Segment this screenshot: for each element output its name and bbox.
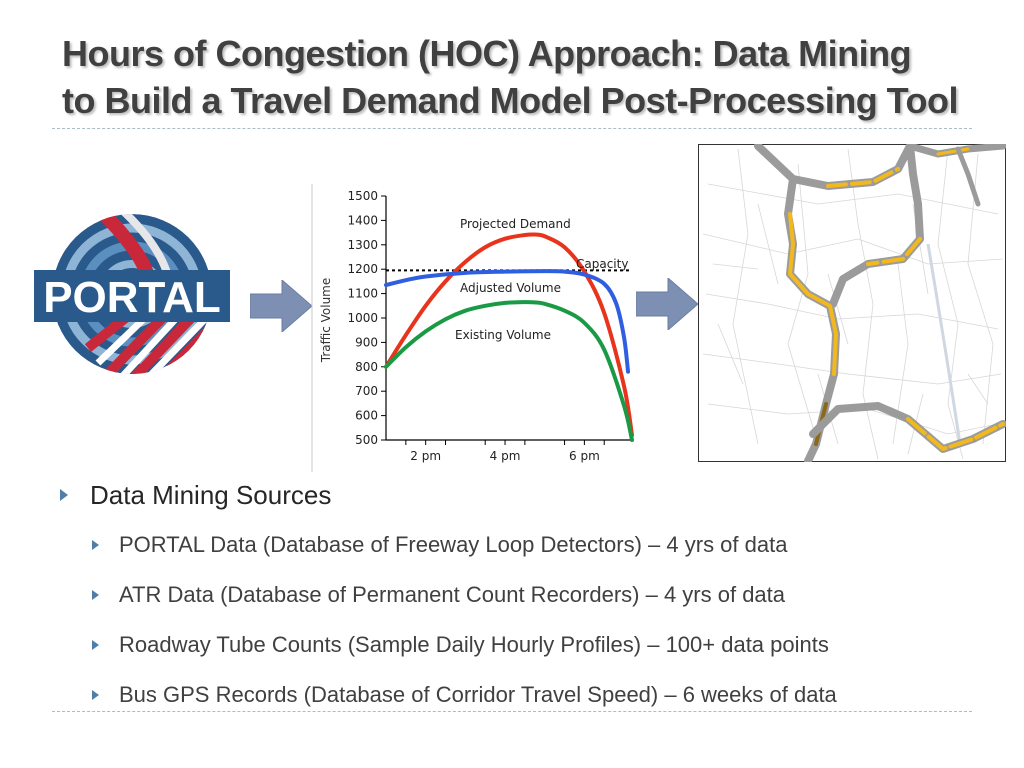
list-item: [60, 570, 980, 620]
y-tick-label: 1500: [347, 189, 378, 203]
y-tick-label: 500: [355, 433, 378, 447]
y-tick-label: 1300: [347, 237, 378, 252]
right-arrow-icon: [636, 278, 698, 330]
y-tick-label: 1200: [347, 262, 378, 277]
list-item: [60, 620, 980, 670]
x-tick-label: 2 pm: [410, 449, 442, 463]
bullet-marker-icon: [92, 690, 99, 700]
y-tick-label: 1000: [347, 311, 378, 325]
bullet-marker-icon: [92, 590, 99, 600]
bullet-marker-icon: [92, 640, 99, 650]
annotation-projected-demand: Projected Demand: [460, 217, 571, 231]
bullet-heading-text: Data Mining Sources: [90, 479, 332, 510]
list-item-text: ATR Data (Database of Permanent Count Recorders) – 4 yrs of data: [119, 582, 786, 607]
highway-congestion-map: [698, 144, 1006, 462]
y-tick-label: 1400: [347, 213, 378, 228]
list-item-text: Bus GPS Records (Database of Corridor Travel Speed) – 6 weeks of data: [119, 682, 837, 707]
slide-title: [62, 30, 1002, 124]
list-item: [60, 520, 980, 570]
series-line-existing-volume: [386, 302, 632, 440]
annotation-existing-volume: Existing Volume: [455, 328, 551, 342]
list-item-text: PORTAL Data (Database of Freeway Loop Detectors) – 4 yrs of data: [119, 532, 788, 557]
title-line-1: Hours of Congestion (HOC) Approach: Data Mining: [62, 33, 912, 74]
annotation-capacity: Capacity: [576, 257, 629, 271]
y-tick-label: 600: [355, 408, 378, 423]
title-divider: [52, 128, 972, 129]
y-axis-label: Traffic Volume: [319, 277, 333, 363]
portal-logo: [28, 208, 236, 380]
portal-logo-text: PORTAL: [43, 273, 221, 322]
bottom-divider: [52, 711, 972, 712]
bullet-marker-icon: [60, 489, 68, 501]
right-arrow-icon: [250, 280, 312, 332]
title-line-2: to Build a Travel Demand Model Post-Processing Tool: [62, 80, 958, 121]
y-tick-label: 700: [355, 384, 378, 399]
x-tick-label: 4 pm: [489, 449, 521, 463]
bullet-marker-icon: [92, 540, 99, 550]
list-item: [60, 670, 980, 720]
data-sources-list: [60, 476, 980, 720]
annotation-adjusted-volume: Adjusted Volume: [460, 281, 561, 295]
traffic-volume-chart: [308, 180, 640, 472]
x-tick-label: 6 pm: [569, 449, 600, 463]
y-tick-label: 800: [355, 359, 378, 374]
bullet-heading: [60, 476, 980, 514]
y-tick-label: 900: [355, 335, 378, 350]
list-item-text: Roadway Tube Counts (Sample Daily Hourly Profiles) – 100+ data points: [119, 632, 829, 657]
y-tick-label: 1100: [347, 286, 378, 301]
